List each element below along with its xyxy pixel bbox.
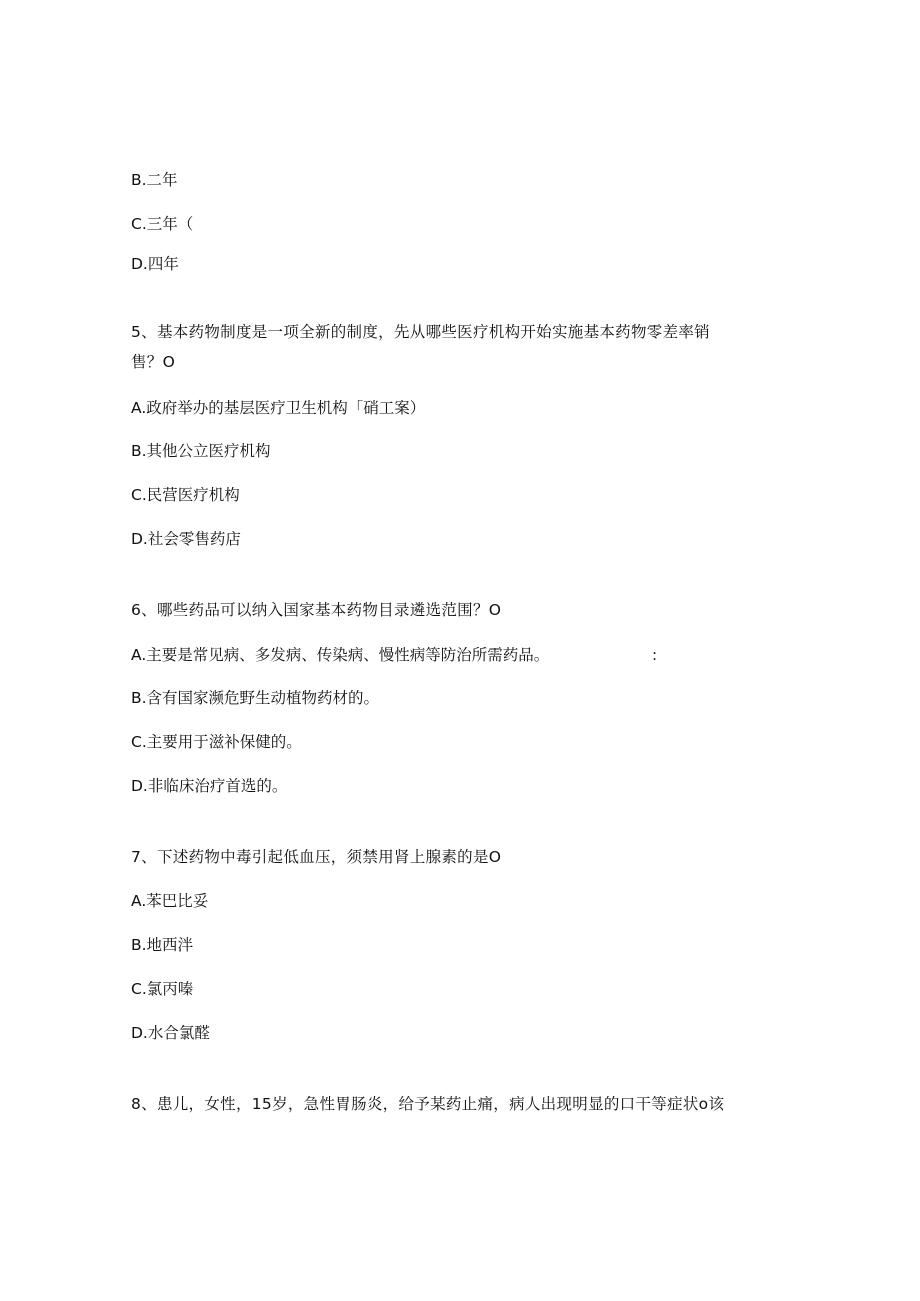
option-a-q6: A.主要是常见病、多发病、传染病、慢性病等防治所需药品。: [131, 646, 550, 664]
option-c-q7: C.氯丙嗪: [131, 980, 194, 998]
question-8-line1: 8、患儿，女性，15岁，急性胃肠炎，给予某药止痛，病人出现明显的口干等症状o该: [131, 1095, 725, 1113]
option-b-q7: B.地西泮: [131, 936, 194, 954]
option-c-q5: C.民营医疗机构: [131, 486, 240, 504]
option-b-q4: B.二年: [131, 171, 178, 189]
option-c-q4: C.三年（: [131, 215, 194, 233]
option-d-q7: D.水合氯醛: [131, 1024, 210, 1042]
question-7-line1: 7、下述药物中毒引起低血压，须禁用肾上腺素的是O: [131, 848, 502, 866]
option-d-q4: D.四年: [131, 255, 179, 273]
question-5-line2: 售？O: [131, 353, 176, 371]
option-b-q5: B.其他公立医疗机构: [131, 442, 271, 460]
option-b-q6: B.含有国家濒危野生动植物药材的。: [131, 689, 380, 707]
option-a-q5: A.政府举办的基层医疗卫生机构「硝工案）: [131, 399, 426, 417]
option-c-q6: C.主要用于滋补保健的。: [131, 733, 302, 751]
option-a-q7: A.苯巴比妥: [131, 892, 209, 910]
option-d-q6: D.非临床治疗首选的。: [131, 777, 288, 795]
question-6-line1: 6、哪些药品可以纳入国家基本药物目录遴选范围？O: [131, 601, 502, 619]
stray-mark: :: [652, 646, 658, 664]
option-d-q5: D.社会零售药店: [131, 530, 241, 548]
question-5-line1: 5、基本药物制度是一项全新的制度，先从哪些医疗机构开始实施基本药物零差率销: [131, 323, 710, 341]
